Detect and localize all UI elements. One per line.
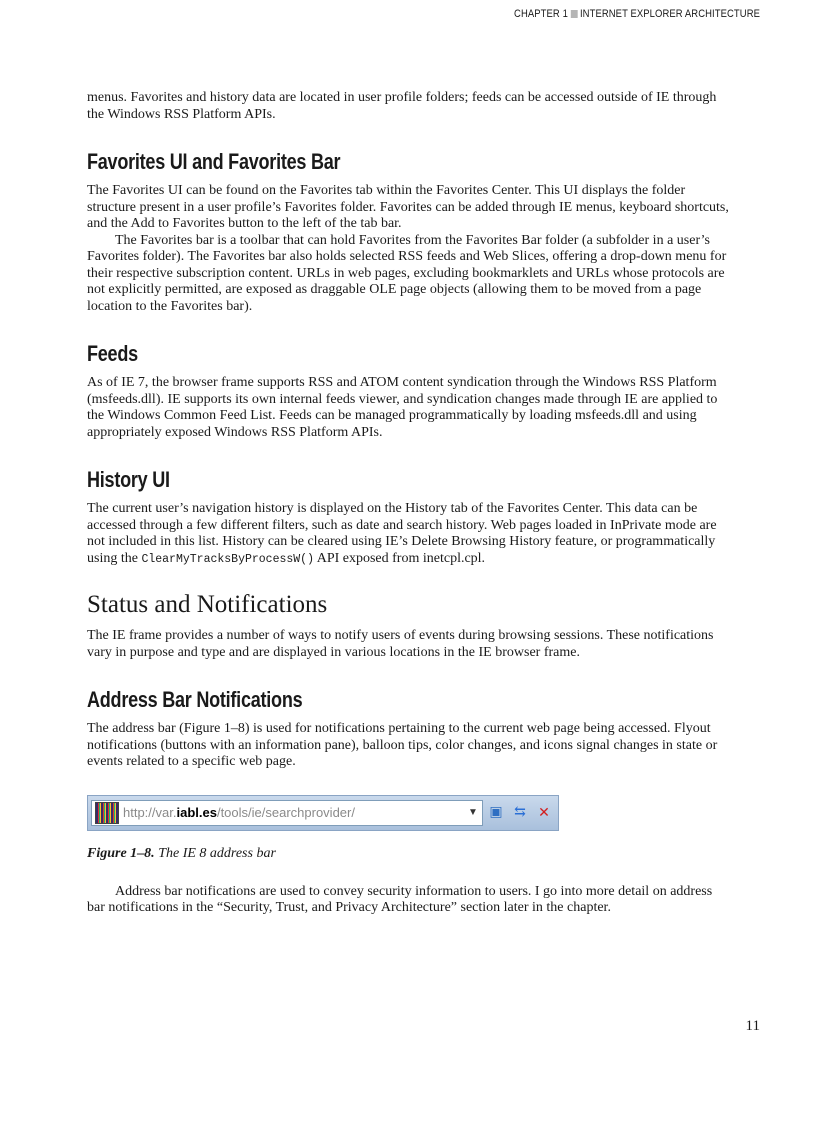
status-heading: Status and Notifications [87, 591, 328, 618]
figure-caption [87, 846, 732, 862]
address-bar-heading: Address Bar Notifications [87, 687, 303, 712]
address-paragraph-1: The address bar (Figure 1–8) is used for notifications pertaining to the current web page being accessed. Flyout notifications (buttons with an information pane), balloon tips, color changes, and icons signal changes in state or events related to a specific web page. [87, 721, 718, 769]
url-path: /tools/ie/searchprovider/ [216, 805, 355, 820]
chapter-label: CHAPTER 1 [514, 8, 568, 20]
figure-caption-text: The IE 8 address bar [154, 845, 276, 861]
address-field[interactable] [91, 800, 483, 826]
history-api-code: ClearMyTracksByProcessW() [141, 552, 314, 566]
address-bar [87, 795, 559, 831]
feeds-heading: Feeds [87, 341, 138, 366]
url-prefix: http://var. [123, 805, 177, 820]
figure-label: Figure 1–8. [87, 845, 155, 861]
chevron-down-icon[interactable]: ▼ [468, 807, 478, 818]
page-body [87, 90, 732, 917]
intro-paragraph: menus. Favorites and history data are located in user profile folders; feeds can be accessed outside of IE through the Windows RSS Platform APIs. [87, 90, 717, 122]
chapter-title: INTERNET EXPLORER ARCHITECTURE [579, 8, 760, 20]
history-paragraph [87, 501, 732, 568]
site-favicon-icon [95, 802, 119, 824]
url-domain: iabl.es [176, 805, 217, 820]
favorites-paragraph-2: The Favorites bar is a toolbar that can hold Favorites from the Favorites Bar folder (a subfolder in a user’s Favorites folder). The Favorites bar also holds selected RSS feeds and Web Slices, offering a drop-down menu for their respective subscription content. URLs in web pages, excluding bookmarklets and URLs whose protocols are not explicitly permitted, are exposed as draggable OLE page objects (allowing them to be moved from a page location to the Favorites bar). [87, 232, 727, 314]
stop-icon[interactable]: ✕ [538, 804, 550, 821]
address-paragraph-2: Address bar notifications are used to convey security information to users. I go into more detail on address bar notifications in the “Security, Trust, and Privacy Architecture” section later in the chapter. [87, 883, 713, 915]
running-header [514, 8, 760, 20]
address-bar-figure [87, 795, 732, 831]
address-url[interactable] [123, 805, 464, 820]
favorites-heading: Favorites UI and Favorites Bar [87, 149, 341, 174]
status-paragraph: The IE frame provides a number of ways to notify users of events during browsing sessions. These notifications vary in purpose and type and are displayed in various locations in the IE browser frame. [87, 628, 714, 660]
history-heading: History UI [87, 467, 170, 492]
refresh-icon[interactable]: ⇆ [514, 805, 526, 820]
header-separator [570, 10, 577, 18]
history-text-a: The current user’s navigation history is displayed on the History tab of the Favorites Center. This data can be accessed through a few different filters, such as date and search history. Web pages loaded in InPrivate mode are not included in this list. History can be cleared using IE’s Delete Browsing History feature, or programmatically using the [87, 501, 717, 566]
feeds-paragraph: As of IE 7, the browser frame supports RSS and ATOM content syndication through the Windows RSS Platform (msfeeds.dll). IE supports its own internal feeds viewer, and syndication changes made through IE are applied to the Windows Common Feed List. Feeds can be managed programmatically by loading msfeeds.dll and using appropriately exposed Windows RSS Platform APIs. [87, 375, 718, 440]
history-text-b: API exposed from inetcpl.cpl. [313, 550, 486, 566]
favorites-paragraph-1: The Favorites UI can be found on the Favorites tab within the Favorites Center. This UI displays the folder structure present in a user profile’s Favorites folder. Favorites can be added through IE menus, keyboard shortcuts, and the Add to Favorites button to the left of the tab bar. [87, 183, 729, 231]
page-number: 11 [745, 1018, 760, 1034]
compatibility-view-icon[interactable]: ▣ [489, 805, 503, 820]
